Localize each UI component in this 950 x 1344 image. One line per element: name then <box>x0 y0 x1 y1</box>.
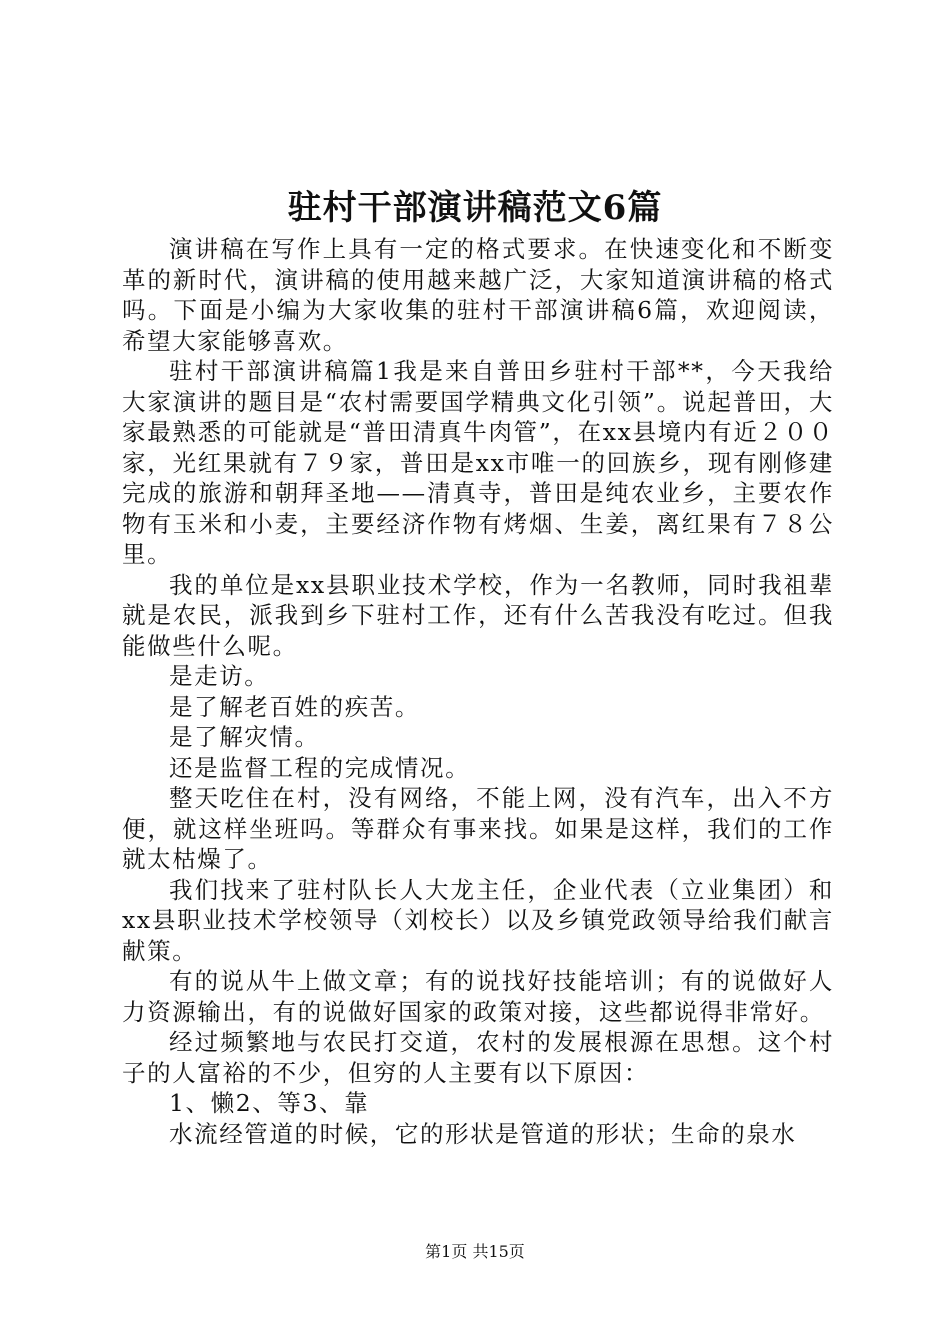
paragraph: 水流经管道的时候，它的形状是管道的形状；生命的泉水 <box>169 1119 797 1148</box>
paragraph: 是了解老百姓的疾苦。 <box>169 692 420 721</box>
paragraph: 有的说从牛上做文章；有的说找好技能培训；有的说做好人力资源输出，有的说做好国家的政策对接，这些都说得非常好。 <box>122 967 834 1026</box>
paragraph: 演讲稿在写作上具有一定的格式要求。在快速变化和不断变革的新时代，演讲稿的使用越来越广泛，大家知道演讲稿的格式吗。下面是小编为大家收集的驻村干部演讲稿6篇，欢迎阅读，希望大家能够喜欢。 <box>122 235 834 355</box>
paragraph: 驻村干部演讲稿篇1我是来自普田乡驻村干部**，今天我给大家演讲的题目是“农村需要国学精典文化引领”。说起普田，大家最熟悉的可能就是“普田清真牛肉管”，在xx县境内有近２００家，光红果就有７９家，普田是xx市唯一的回族乡，现有刚修建完成的旅游和朝拜圣地——清真寺，普田是纯农业乡，主要农作物有玉米和小麦，主要经济作物有烤烟、生姜，离红果有７８公里。 <box>122 357 834 568</box>
paragraph: 1、懒2、等3、靠 <box>169 1089 370 1117</box>
paragraph: 我的单位是xx县职业技术学校，作为一名教师，同时我祖辈就是农民，派我到乡下驻村工作，还有什么苦我没有吃过。但我能做些什么呢。 <box>122 570 834 660</box>
document-body <box>122 234 834 1149</box>
paragraph: 我们找来了驻村队长人大龙主任，企业代表（立业集团）和xx县职业技术学校领导（刘校长）以及乡镇党政领导给我们献言献策。 <box>122 875 834 965</box>
paragraph: 还是监督工程的完成情况。 <box>169 753 471 782</box>
page-footer: 第1页 共15页 <box>425 1242 525 1261</box>
paragraph: 是走访。 <box>169 662 270 690</box>
document-title: 驻村干部演讲稿范文6篇 <box>287 188 663 228</box>
paragraph: 经过频繁地与农民打交道，农村的发展根源在思想。这个村子的人富裕的不少，但穷的人主要有以下原因： <box>122 1028 834 1087</box>
paragraph: 整天吃住在村，没有网络，不能上网，没有汽车，出入不方便，就这样坐班吗。等群众有事来找。如果是这样，我们的工作就太枯燥了。 <box>122 784 834 873</box>
paragraph: 是了解灾情。 <box>169 723 320 751</box>
